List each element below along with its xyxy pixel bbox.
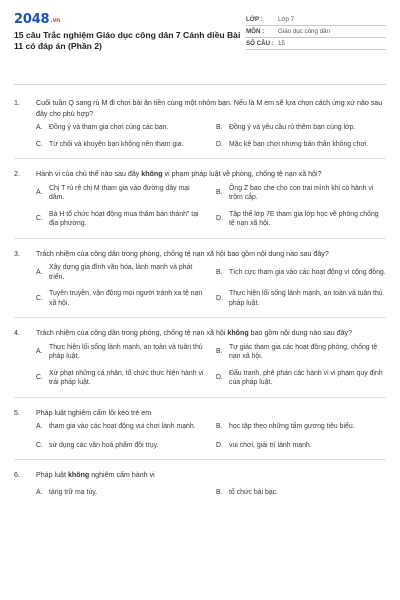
meta-key: LỚP : xyxy=(246,16,263,23)
option-text: Từ chối và khuyên bạn không nên tham gia. xyxy=(49,140,184,148)
option-text: tổ chức bài bạc. xyxy=(229,488,279,496)
option-text: Thực hiện lối sống lành mạnh, an toàn và tuân thủ pháp luật. xyxy=(49,343,203,360)
answer-options xyxy=(14,422,386,450)
question-number: 2. xyxy=(14,170,20,178)
question-divider xyxy=(14,158,386,159)
answer-option-a[interactable] xyxy=(36,422,206,432)
option-letter: B. xyxy=(216,189,223,197)
answer-option-c[interactable] xyxy=(36,369,206,388)
question-text xyxy=(36,328,386,339)
question-text-after: nghiêm cấm hành vi xyxy=(89,471,155,479)
answer-option-c[interactable] xyxy=(36,210,206,229)
answer-options xyxy=(14,263,386,308)
option-text: Bà H tổ chức hoạt động mua thăm bán thánh" tại địa phương. xyxy=(49,210,199,227)
option-letter: B. xyxy=(216,268,223,276)
question-emphasis: không xyxy=(227,329,249,337)
question-stem xyxy=(14,98,386,119)
question-divider xyxy=(14,397,386,398)
option-letter: A. xyxy=(36,348,43,356)
option-letter: C. xyxy=(36,294,43,302)
option-letter: D. xyxy=(216,215,223,223)
option-letter: C. xyxy=(36,140,43,148)
answer-option-d[interactable] xyxy=(216,441,386,451)
question-stem xyxy=(14,169,386,180)
option-letter: D. xyxy=(216,140,223,148)
option-letter: A. xyxy=(36,124,43,131)
answer-option-d[interactable] xyxy=(216,369,386,388)
option-letter: A. xyxy=(36,189,43,197)
option-text: vui chơi, giải trí lành mạnh. xyxy=(229,441,312,449)
answer-option-a[interactable] xyxy=(36,184,206,203)
site-logo[interactable] xyxy=(14,12,246,27)
header-left xyxy=(14,12,246,51)
option-text: Mặc kệ bạn chơi nhưng bản thân không chơi. xyxy=(229,140,369,148)
option-text: sử dụng các văn hoá phẩm đồi trụy. xyxy=(49,441,159,449)
option-text: Đồng ý và yêu cầu rủ thêm bạn cùng lớp. xyxy=(229,124,356,131)
question-number: 5. xyxy=(14,408,20,417)
option-letter: D. xyxy=(216,294,223,302)
answer-option-a[interactable] xyxy=(36,343,206,362)
answer-option-b[interactable] xyxy=(216,263,386,282)
option-text: tàng trữ ma túy. xyxy=(49,488,98,496)
option-text: Xử phạt những cá nhân, tổ chức thực hiện hành vi trái pháp luật. xyxy=(49,369,204,386)
option-letter: B. xyxy=(216,488,223,496)
option-text: Xây dựng gia đình văn hóa, lành mạnh và phát triển. xyxy=(49,264,193,281)
option-letter: B. xyxy=(216,423,223,430)
question-divider xyxy=(14,238,386,239)
answer-option-b[interactable] xyxy=(216,123,386,133)
answer-option-c[interactable] xyxy=(36,289,206,308)
question-emphasis: không xyxy=(141,170,163,178)
answer-options xyxy=(14,488,386,498)
option-letter: B. xyxy=(216,124,223,131)
option-text: Tích cực tham gia vào các hoạt động vì cộng đồng. xyxy=(229,268,386,276)
question-number: 4. xyxy=(14,329,20,337)
answer-option-c[interactable] xyxy=(36,140,206,150)
answer-options xyxy=(14,184,386,229)
question-number: 6. xyxy=(14,471,20,479)
question-2 xyxy=(14,169,386,229)
option-letter: C. xyxy=(36,215,43,223)
answer-option-d[interactable] xyxy=(216,289,386,308)
answer-option-a[interactable] xyxy=(36,488,206,498)
answer-option-b[interactable] xyxy=(216,343,386,362)
option-letter: C. xyxy=(36,441,43,449)
question-text: Trách nhiệm của công dân trong phòng, chống tệ nạn xã hội bao gồm nội dung nào sau đây? xyxy=(36,249,329,258)
answer-option-c[interactable] xyxy=(36,441,206,451)
question-text: Pháp luật nghiêm cấm lôi kéo trẻ em xyxy=(36,408,152,417)
option-text: Ông Z bao che cho con trai mình khi có hành vi trộm cắp. xyxy=(229,184,374,201)
meta-row-class xyxy=(246,14,386,26)
answer-option-b[interactable] xyxy=(216,422,386,432)
question-stem xyxy=(14,470,386,481)
option-text: Thực hiện lối sống lành mạnh, an toàn và tuân thủ pháp luật. xyxy=(229,290,383,307)
option-text: Tập thể lớp 7E tham gia lớp học về phòng chống tệ nạn xã hội. xyxy=(229,210,379,227)
answer-option-a[interactable] xyxy=(36,123,206,133)
question-5 xyxy=(14,408,386,451)
option-letter: A. xyxy=(36,488,43,496)
header-divider xyxy=(14,84,386,85)
option-text: Tuyên truyền, vận động mọi người tránh xa tệ nạn xã hội. xyxy=(49,290,203,307)
question-text: Cuối tuần Q sang rủ M đi chơi bài ăn tiền cùng một nhóm bạn. Nếu là M em sẽ lựa chọn cách ứng xử nào sau đây cho phù hợp? xyxy=(36,99,383,118)
question-stem xyxy=(14,249,386,260)
question-number: 1. xyxy=(14,99,20,107)
question-text xyxy=(36,470,386,481)
answer-option-b[interactable] xyxy=(216,184,386,203)
question-stem xyxy=(14,408,386,419)
answer-option-d[interactable] xyxy=(216,140,386,150)
option-letter: A. xyxy=(36,423,43,430)
meta-value: 15 xyxy=(278,40,285,47)
meta-key: SỐ CÂU : xyxy=(246,40,274,47)
question-divider xyxy=(14,459,386,460)
question-text xyxy=(36,169,386,180)
option-letter: C. xyxy=(36,374,43,382)
question-4 xyxy=(14,328,386,388)
question-text-before: Trách nhiệm của công dân trong phòng, chống tệ nạn xã hội xyxy=(36,329,228,337)
question-6 xyxy=(14,470,386,497)
answer-option-b[interactable] xyxy=(216,488,386,498)
meta-key: MÔN : xyxy=(246,28,265,35)
question-emphasis: không xyxy=(67,471,90,479)
option-letter: D. xyxy=(216,374,223,382)
option-letter: D. xyxy=(216,441,223,449)
option-letter: B. xyxy=(216,348,223,356)
logo-suffix: .vn xyxy=(50,17,61,24)
option-text: Chị T rủ rê chị M tham gia vào đường dây mại dâm. xyxy=(49,184,190,201)
question-text-after: bao gồm nội dung nào sau đây? xyxy=(248,329,353,337)
question-text-before: Hành vi của chủ thể nào sau đây xyxy=(36,170,142,178)
question-stem xyxy=(14,328,386,339)
option-letter: A. xyxy=(36,268,43,276)
question-text-before: Pháp luật xyxy=(36,471,68,479)
question-divider xyxy=(14,317,386,318)
option-text: Đấu tranh, phê phán các hành vi vi phạm quy định của pháp luật. xyxy=(229,369,383,386)
option-text: học tập theo những tấm gương tiêu biểu. xyxy=(229,423,355,430)
logo-main: 2048 xyxy=(14,12,50,27)
question-text-after: vi phạm pháp luật về phòng, chống tệ nạn xã hội? xyxy=(162,170,322,178)
option-text: tham gia vào các hoạt động vui chơi lành mạnh. xyxy=(49,423,196,430)
document-title: 15 câu Trắc nghiệm Giáo dục công dân 7 Cánh diều Bài 11 có đáp án (Phần 2) xyxy=(14,30,241,51)
document-header xyxy=(14,12,386,70)
question-1 xyxy=(14,98,386,149)
answer-option-d[interactable] xyxy=(216,210,386,229)
option-text: Tự giác tham gia các hoạt động phòng, chống tệ nạn xã hội. xyxy=(229,343,378,360)
option-text: Đồng ý và tham gia chơi cùng các bạn. xyxy=(49,124,169,131)
answer-option-a[interactable] xyxy=(36,263,206,282)
meta-value: Lớp 7 xyxy=(278,16,295,23)
meta-info xyxy=(246,14,386,50)
answer-options xyxy=(14,343,386,388)
meta-row-subject xyxy=(246,26,386,38)
question-3 xyxy=(14,249,386,309)
meta-row-count xyxy=(246,38,386,50)
meta-value: Giáo dục công dân xyxy=(278,28,330,35)
answer-options xyxy=(14,123,386,149)
question-number: 3. xyxy=(14,249,20,258)
